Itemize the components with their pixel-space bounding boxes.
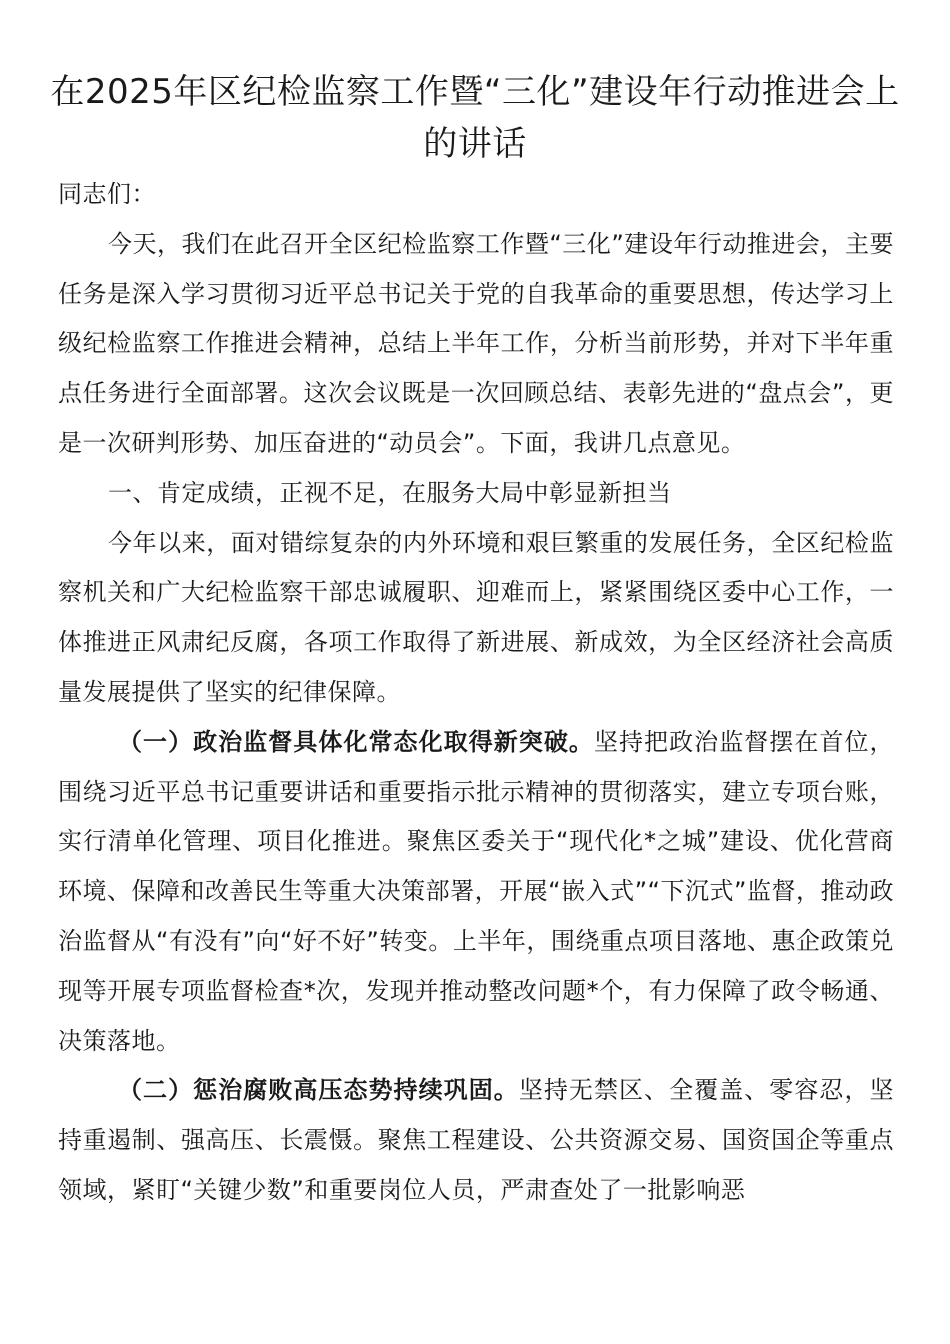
document-body [58,170,894,1216]
subsection-heading-2: （二）惩治腐败高压态势持续巩固。 [118,1076,519,1105]
salutation: 同志们： [58,180,156,208]
section-heading-1: 一、肯定成绩，正视不足，在服务大局中彰显新担当 [108,478,672,507]
document-title: 在2025年区纪检监察工作暨“三化”建设年行动推进会上的讲话 [50,72,900,164]
paragraph-section1: 今年以来，面对错综复杂的内外环境和艰巨繁重的发展任务，全区纪检监察机关和广大纪检监察干部忠诚履职、迎难而上，紧紧围绕区委中心工作，一体推进正风肃纪反腐，各项工作取得了新进展、新成效，为全区经济社会高质量发展提供了坚实的纪律保障。 [58,528,894,706]
subsection-body-1: 坚持把政治监督摆在首位，围绕习近平总书记重要讲话和重要指示批示精神的贯彻落实，建立专项台账，实行清单化管理、项目化推进。聚焦区委关于“现代化*之城”建设、优化营商环境、保障和改善民生等重大决策部署，开展“嵌入式”“下沉式”监督，推动政治监督从“有没有”向“好不好”转变。上半年，围绕重点项目落地、惠企政策兑现等开展专项监督检查*次，发现并推动整改问题*个，有力保障了政令畅通、决策落地。 [58,727,895,1055]
subsection-heading-1: （一）政治监督具体化常态化取得新突破。 [118,727,594,756]
paragraph-subsection-1 [58,718,894,1067]
paragraph-subsection-2 [58,1066,894,1215]
subsection-body-2: 坚持无禁区、全覆盖、零容忍，坚持重遏制、强高压、长震慑。聚焦工程建设、公共资源交易、国资国企等重点领域，紧盯“关键少数”和重要岗位人员，严肃查处了一批影响恶 [58,1076,895,1204]
paragraph-intro: 今天，我们在此召开全区纪检监察工作暨“三化”建设年行动推进会，主要任务是深入学习贯彻习近平总书记关于党的自我革命的重要思想，传达学习上级纪检监察工作推进会精神，总结上半年工作，分析当前形势，并对下半年重点任务进行全面部署。这次会议既是一次回顾总结、表彰先进的“盘点会”，更是一次研判形势、加压奋进的“动员会”。下面，我讲几点意见。 [58,229,894,457]
